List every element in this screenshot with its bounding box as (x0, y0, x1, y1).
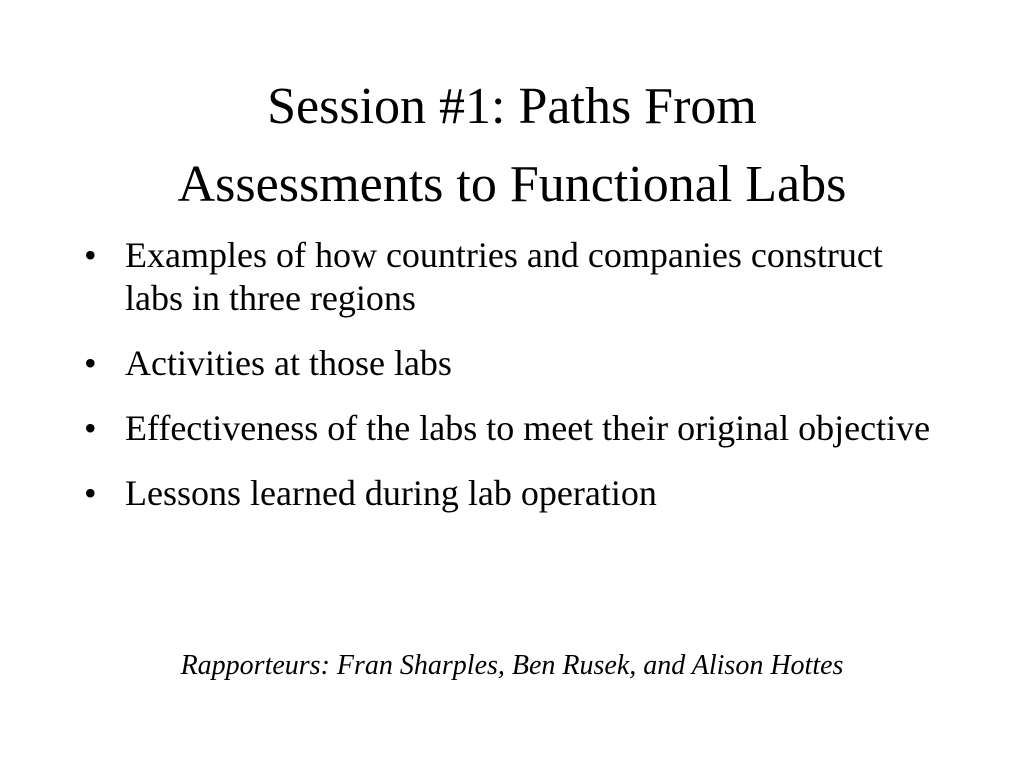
bullet-item-lessons (84, 472, 944, 515)
slide-title-line-1: Session #1: Paths From (267, 78, 757, 135)
bullet-item-activities (84, 342, 944, 385)
slide-title-line-2: Assessments to Functional Labs (177, 156, 847, 213)
bullet-marker: • (84, 408, 97, 448)
bullet-item-effectiveness (84, 407, 944, 450)
bullet-marker: • (84, 343, 97, 383)
bullet-marker: • (84, 235, 97, 275)
bullet-text: Effectiveness of the labs to meet their original objective (125, 408, 931, 448)
slide-title (60, 68, 964, 224)
bullet-list (84, 234, 944, 537)
bullet-text: Examples of how countries and companies construct labs in three regions (125, 235, 883, 318)
bullet-marker: • (84, 473, 97, 513)
rapporteurs-credit: Rapporteurs: Fran Sharples, Ben Rusek, and Alison Hottes (180, 650, 844, 681)
bullet-text: Activities at those labs (125, 343, 452, 383)
bullet-item-examples (84, 234, 944, 320)
bullet-text: Lessons learned during lab operation (125, 473, 657, 513)
